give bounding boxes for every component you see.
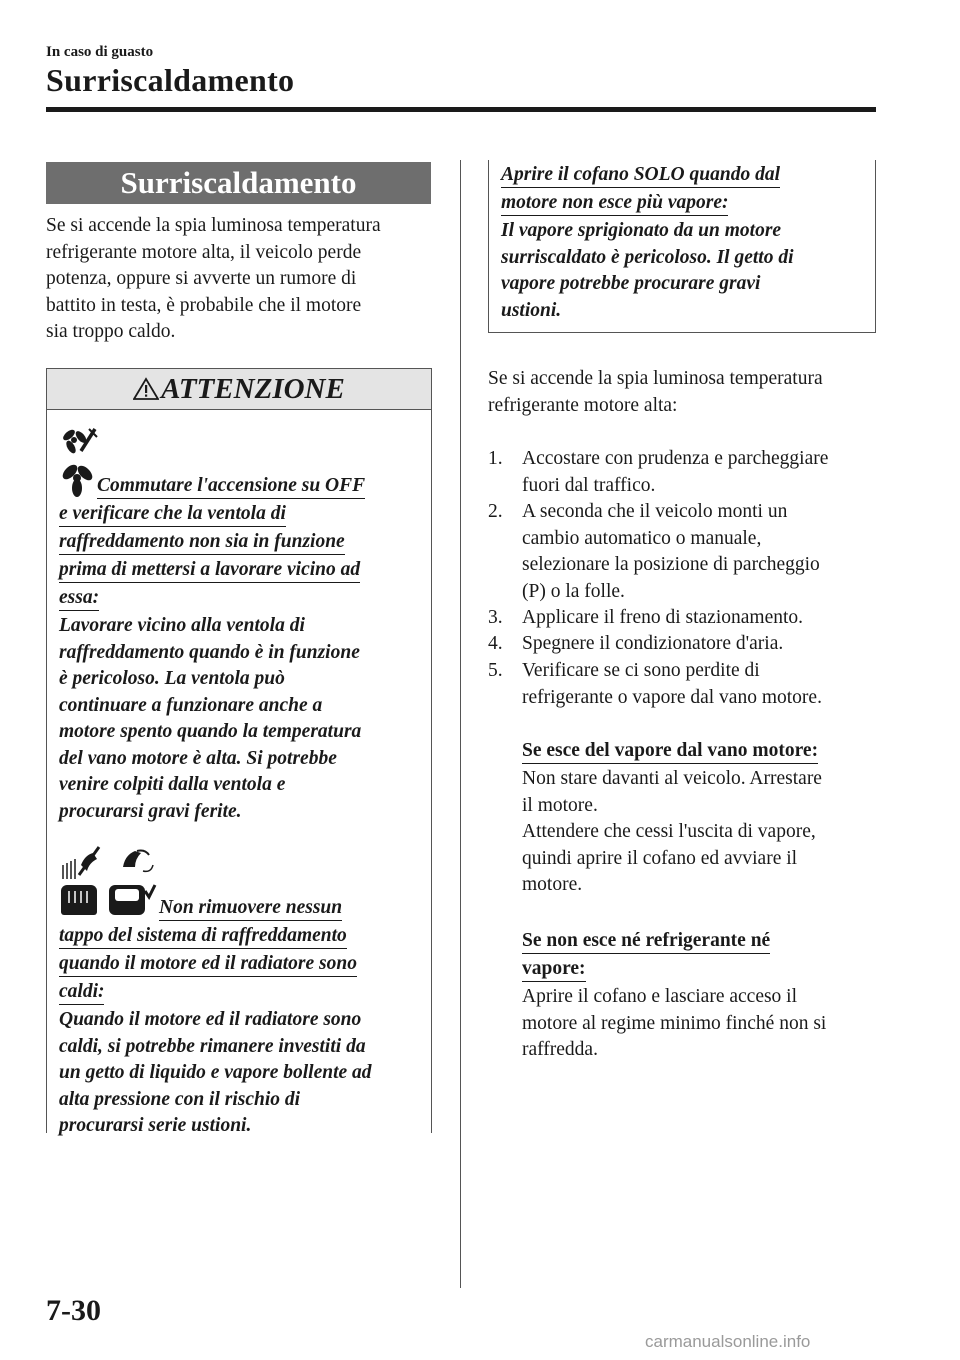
step-line: fuori dal traffico. — [522, 474, 656, 496]
watermark: carmanualsonline.info — [645, 1332, 811, 1351]
warning-block2-heading: quando il motore ed il radiatore sono — [59, 952, 357, 977]
warning-block1-line: è pericoloso. La ventola può — [59, 668, 285, 689]
page-number: 7-30 — [46, 1294, 101, 1327]
warning-block2-line: alta pressione con il rischio di — [59, 1088, 301, 1110]
warning-block1-line: venire colpiti dalla ventola e — [59, 774, 286, 795]
procedure-intro-line: Se si accende la spia luminosa temperatura — [488, 368, 823, 389]
step-line: selezionare la posizione di parcheggio — [522, 554, 820, 575]
case-no-leak-line: raffredda. — [522, 1039, 598, 1060]
intro-line: refrigerante motore alta, il veicolo perde — [46, 241, 362, 263]
case-steam — [522, 738, 888, 899]
intro-line: Se si accende la spia luminosa temperatura — [46, 215, 381, 236]
warning-block2-heading: caldi: — [59, 980, 104, 1005]
warning-header — [47, 369, 431, 410]
step-line: Accostare con prudenza e parcheggiare — [522, 448, 829, 469]
warning-block1-line: del vano motore è alta. Si potrebbe — [59, 747, 337, 769]
column-divider — [460, 160, 461, 1288]
intro-line: battito in testa, è probabile che il motore — [46, 294, 362, 316]
warning-block2-line: caldi, si potrebbe rimanere investiti da — [59, 1035, 366, 1057]
case-steam-line: Attendere che cessi l'uscita di vapore, — [522, 821, 816, 842]
case-no-leak — [522, 928, 888, 1064]
step-line: (P) o la folle. — [522, 580, 625, 602]
step-line: refrigerante o vapore dal vano motore. — [522, 686, 822, 708]
warning-block1-line: Lavorare vicino alla ventola di — [59, 615, 305, 636]
warning-box — [46, 368, 432, 1136]
procedure-steps — [488, 446, 888, 1066]
warning-block3-line: Il vapore sprigionato da un motore — [501, 220, 782, 241]
procedure-intro-line: refrigerante motore alta: — [488, 394, 678, 416]
step-line: cambio automatico o manuale, — [522, 527, 762, 549]
chapter-label: In caso di guasto — [46, 44, 154, 60]
page-title: Surriscaldamento — [46, 62, 295, 98]
warning-block1 — [59, 473, 429, 825]
intro-line: potenza, oppure si avverte un rumore di — [46, 268, 357, 289]
cap-check-icon — [113, 845, 157, 881]
case-steam-line: motore. — [522, 874, 583, 895]
warning-block1-line: raffreddamento quando è in funzione — [59, 641, 360, 663]
warning-block2-heading: Non rimuovere nessun — [159, 896, 342, 921]
step-line: Applicare il freno di stazionamento. — [522, 607, 804, 628]
warning-block2-line: Quando il motore ed il radiatore sono — [59, 1009, 362, 1030]
warning-title: ATTENZIONE — [161, 373, 345, 405]
warning-block1-heading: prima di mettersi a lavorare vicino ad — [59, 558, 360, 583]
case-no-leak-heading: Se non esce né refrigerante né — [522, 929, 770, 954]
warning-continuation-box — [488, 160, 876, 333]
case-no-leak-heading: vapore: — [522, 957, 586, 982]
warning-block2-line: un getto di liquido e vapore bollente ad — [59, 1062, 372, 1083]
case-steam-line: il motore. — [522, 794, 598, 816]
case-steam-line: Non stare davanti al veicolo. Arrestare — [522, 768, 822, 789]
step-number: 2. — [488, 501, 503, 522]
warning-block3-heading: motore non esce più vapore: — [501, 191, 728, 216]
warning-block3-line: ustioni. — [501, 299, 562, 321]
warning-block1-heading: raffreddamento non sia in funzione — [59, 530, 345, 555]
no-fan-icon — [59, 425, 99, 459]
warning-block2 — [59, 895, 429, 1140]
warning-block1-line: motore spento quando la temperatura — [59, 721, 362, 742]
step-number: 1. — [488, 448, 503, 469]
warning-block3-heading: Aprire il cofano SOLO quando dal — [501, 163, 780, 188]
warning-block1-heading: e verificare che la ventola di — [59, 502, 286, 527]
warning-block3-line: surriscaldato è pericoloso. Il getto di — [501, 246, 794, 268]
warning-block2-line: procurarsi serie ustioni. — [59, 1115, 252, 1136]
intro-line: sia troppo caldo. — [46, 321, 176, 342]
warning-block1-heading: essa: — [59, 586, 99, 611]
warning-triangle-icon — [133, 377, 159, 401]
case-steam-line: quindi aprire il cofano ed avviare il — [522, 847, 798, 869]
intro-paragraph — [46, 213, 436, 346]
warning-block3-line: vapore potrebbe procurare gravi — [501, 273, 761, 294]
section-banner: Surriscaldamento — [46, 162, 431, 204]
case-no-leak-line: Aprire il cofano e lasciare acceso il — [522, 986, 798, 1007]
warning-block2-heading: tappo del sistema di raffreddamento — [59, 924, 347, 949]
step-line: Verificare se ci sono perdite di — [522, 660, 760, 681]
procedure-intro — [488, 366, 888, 419]
warning-block1-line: procurarsi gravi ferite. — [59, 800, 242, 822]
case-steam-heading: Se esce del vapore dal vano motore: — [522, 739, 818, 764]
warning-block3 — [501, 162, 871, 324]
header-rule — [46, 107, 876, 112]
step-number: 5. — [488, 660, 503, 681]
warning-block1-heading: Commutare l'accensione su OFF — [97, 474, 365, 499]
no-cap-icon — [59, 845, 103, 881]
case-no-leak-line: motore al regime minimo finché non si — [522, 1012, 827, 1034]
step-line: Spegnere il condizionatore d'aria. — [522, 633, 784, 654]
step-number: 3. — [488, 607, 503, 628]
step-line: A seconda che il veicolo monti un — [522, 501, 788, 522]
step-number: 4. — [488, 633, 503, 654]
warning-block1-line: continuare a funzionare anche a — [59, 694, 323, 716]
